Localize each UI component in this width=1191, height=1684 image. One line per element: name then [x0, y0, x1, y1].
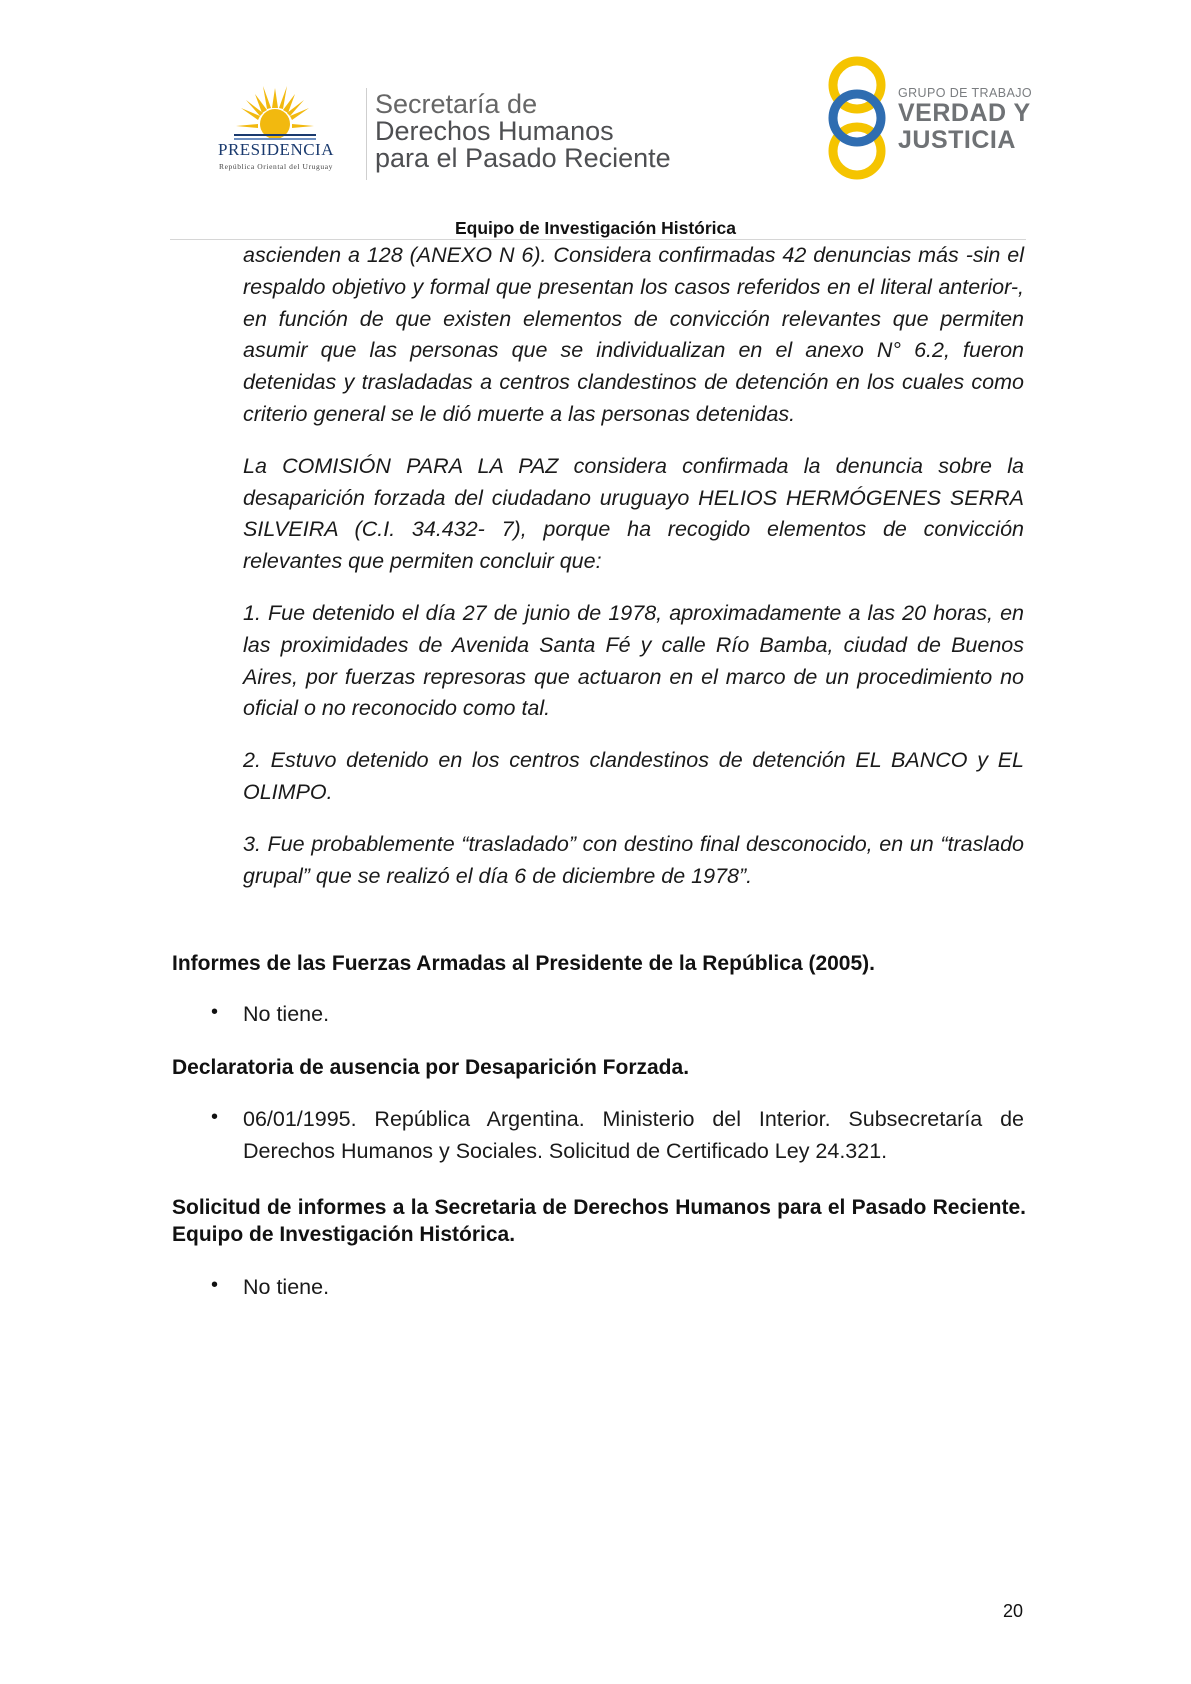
vj-line-2: JUSTICIA — [898, 126, 1016, 154]
quote-paragraph: La COMISIÓN PARA LA PAZ considera confirmada la denuncia sobre la desaparición forzada del ciudadano uruguayo HELIOS HERMÓGENES SERRA SILVEIRA (C.I. 34.432- 7), porque ha recogido elementos de convicción relevantes que permiten concluir que: — [243, 453, 1024, 574]
section-heading: Informes de las Fuerzas Armadas al Presidente de la República (2005). — [172, 952, 875, 975]
presidencia-subtitle: República Oriental del Uruguay — [218, 162, 333, 171]
quote-paragraph: 3. Fue probablemente “trasladado” con destino final desconocido, en un “traslado grupal” que se realizó el día 6 de diciembre de 1978”. — [243, 831, 1024, 888]
presidencia-logo — [196, 82, 356, 182]
linked-rings-icon — [822, 56, 892, 181]
secretaria-line-1: Secretaría de — [375, 89, 538, 119]
secretaria-line-3: para el Pasado Reciente — [375, 143, 671, 173]
section-heading: Solicitud de informes a la Secretaria de Derechos Humanos para el Pasado Reciente. Equipo de Investigación Histórica. — [172, 1196, 1026, 1246]
sun-emblem-icon — [234, 82, 316, 142]
secretaria-logo-text — [375, 91, 671, 172]
vj-line-1: VERDAD Y — [898, 99, 1031, 127]
secretaria-line-2: Derechos Humanos — [375, 116, 614, 146]
verdad-justicia-logo — [822, 56, 1092, 181]
bullet-icon: • — [211, 1001, 219, 1023]
quote-paragraph: 1. Fue detenido el día 27 de junio de 1978, aproximadamente a las 20 horas, en las proximidades de Avenida Santa Fé y calle Río Bamba, ciudad de Buenos Aires, por fuerzas represoras que actuaron en el marco de un procedimiento no oficial o no reconocido como tal. — [243, 600, 1024, 721]
quote-paragraph: ascienden a 128 (ANEXO N 6). Considera confirmadas 42 denuncias más -sin el respaldo objetivo y formal que presentan los casos referidos en el literal anterior-, en función de que existen elementos de convicción relevantes que permiten asumir que las personas que se individualizan en el anexo N° 6.2, fueron detenidas y trasladadas a centros clandestinos de detención en los cuales como criterio general se le dió muerte a las personas detenidas. — [243, 243, 1024, 426]
bullet-item: 06/01/1995. República Argentina. Ministerio del Interior. Subsecretaría de Derechos Humanos y Sociales. Solicitud de Certificado Ley 24.321. — [243, 1107, 1024, 1163]
vj-small-label: GRUPO DE TRABAJO — [898, 86, 1032, 100]
quote-block — [243, 240, 1024, 912]
page-number: 20 — [1003, 1601, 1024, 1621]
bullet-item: No tiene. — [243, 1275, 330, 1299]
header-divider — [366, 88, 367, 180]
presidencia-name: PRESIDENCIA — [217, 140, 334, 159]
bullet-item: No tiene. — [243, 1002, 330, 1026]
section-heading: Declaratoria de ausencia por Desaparición Forzada. — [172, 1056, 690, 1079]
running-head: Equipo de Investigación Histórica — [454, 218, 737, 238]
quote-paragraph: 2. Estuvo detenido en los centros clandestinos de detención EL BANCO y EL OLIMPO. — [243, 748, 1024, 804]
verdad-justicia-text — [898, 86, 1032, 154]
bullet-icon: • — [211, 1274, 219, 1296]
bullet-icon: • — [211, 1106, 219, 1128]
